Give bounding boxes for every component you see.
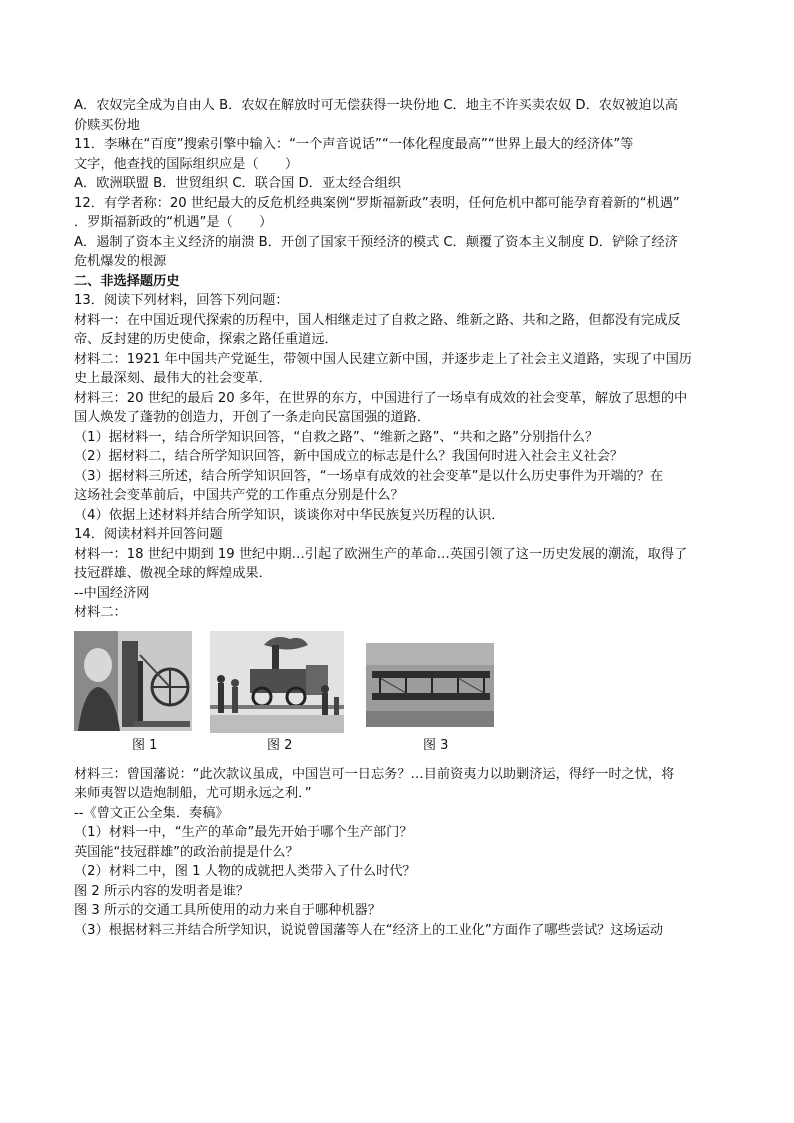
text-line: 13．阅读下列材料，回答下列问题： (74, 293, 289, 308)
text-line: （3）据材料三所述，结合所学知识回答，“一场卓有成效的社会变革”是以什么历史事件为开端的？在 (74, 468, 664, 484)
text-line: 国人焕发了蓬勃的创造力，开创了一条走向民富国强的道路． (74, 410, 431, 425)
section-title: 二、非选择题历史 (74, 273, 180, 289)
question-block-top (74, 96, 724, 272)
question-block-bottom (74, 765, 724, 941)
biplane-image (366, 643, 494, 727)
figure-3-caption: 图 3 (423, 737, 449, 753)
text-line: 图 2 所示内容的发明者是谁？ (74, 883, 250, 899)
text-line: （4）依据上述材料并结合所学知识，谈谈你对中华民族复兴历程的认识． (74, 507, 505, 523)
text-line: （2）材料二中，图 1 人物的成就把人类带入了什么时代？ (74, 864, 416, 879)
figure-1-image (74, 631, 192, 731)
text-line: --中国经济网 (74, 585, 150, 601)
text-line: 图 3 所示的交通工具所使用的动力来自于哪种机器？ (74, 903, 381, 918)
text-line: 这场社会变革前后，中国共产党的工作重点分别是什么？ (74, 488, 404, 503)
text-line: （1）据材料一，结合所学知识回答，“自救之路”、“维新之路”、“共和之路”分别指什么？ (74, 429, 599, 445)
text-line: 技冠群雄、傲视全球的辉煌成果． (74, 566, 272, 581)
text-line: 材料三：20 世纪的最后 20 多年，在世界的东方，中国进行了一场卓有成效的社会变革，解放了思想的中 (74, 390, 688, 406)
figure-1-caption: 图 1 (132, 737, 158, 753)
text-line: ．罗斯福新政的“机遇”是（ ） (74, 215, 273, 230)
text-line: （1）材料一中，“生产的革命”最先开始于哪个生产部门？ (74, 825, 413, 840)
text-line: 史上最深刻、最伟大的社会变革． (74, 371, 272, 386)
text-line: 材料一：在中国近现代探索的历程中，国人相继走过了自救之路、维新之路、共和之路，但都没有完成反 (74, 312, 681, 328)
text-line: 危机爆发的根源 (74, 254, 167, 269)
text-line: （3）根据材料三并结合所学知识，说说曾国藩等人在“经济上的工业化”方面作了哪些尝试？这场运动 (74, 922, 664, 938)
text-line: 材料二：1921 年中国共产党诞生，带领中国人民建立新中国，并逐步走上了社会主义道路，实现了中国历 (74, 351, 692, 367)
figure-row (74, 631, 724, 751)
text-line: 材料二： (74, 605, 127, 620)
figure-2-image (210, 631, 344, 733)
text-line: 价赎买份地 (74, 117, 140, 133)
text-line: 12．有学者称：20 世纪最大的反危机经典案例“罗斯福新政”表明，任何危机中都可能孕育着新的“机遇” (74, 195, 680, 211)
text-line: 11．李琳在“百度”搜索引擎中输入：“一个声音说话”“一体化程度最高”“世界上最大的经济体”等 (74, 137, 634, 152)
document-page (74, 96, 724, 940)
text-line: --《曾文正公全集．奏稿》 (74, 805, 229, 821)
question-block-mid (74, 291, 724, 623)
text-line: 文字，他查找的国际组织应是（ ） (74, 156, 299, 172)
portrait-steam-engine-image (74, 631, 192, 731)
figure-3-image (366, 643, 494, 727)
text-line: A．遏制了资本主义经济的崩溃 B．开创了国家干预经济的模式 C．颠覆了资本主义制度 D．铲除了经济 (74, 234, 678, 250)
locomotive-image (210, 631, 344, 733)
text-line: 英国能“技冠群雄”的政治前提是什么？ (74, 844, 299, 860)
text-line: 材料一：18 世纪中期到 19 世纪中期…引起了欧洲生产的革命…英国引领了这一历史发展的潮流，取得了 (74, 546, 688, 562)
text-line: 来师夷智以造炮制船，尤可期永远之利．” (74, 786, 312, 801)
text-line: 帝、反封建的历史使命，探索之路任重道远． (74, 332, 338, 347)
text-line: A．农奴完全成为自由人 B．农奴在解放时可无偿获得一块份地 C．地主不许买卖农奴 D．农奴被迫以高 (74, 98, 678, 113)
text-line: A．欧洲联盟 B．世贸组织 C．联合国 D．亚太经合组织 (74, 176, 401, 191)
text-line: 材料三：曾国藩说：“此次款议虽成，中国岂可一日忘务？…目前资夷力以助剿济运，得纾一时之忧，将 (74, 766, 675, 782)
text-line: 14．阅读材料并回答问题 (74, 527, 223, 542)
text-line: （2）据材料二，结合所学知识回答，新中国成立的标志是什么？我国何时进入社会主义社会？ (74, 449, 624, 464)
figure-2-caption: 图 2 (267, 737, 293, 753)
